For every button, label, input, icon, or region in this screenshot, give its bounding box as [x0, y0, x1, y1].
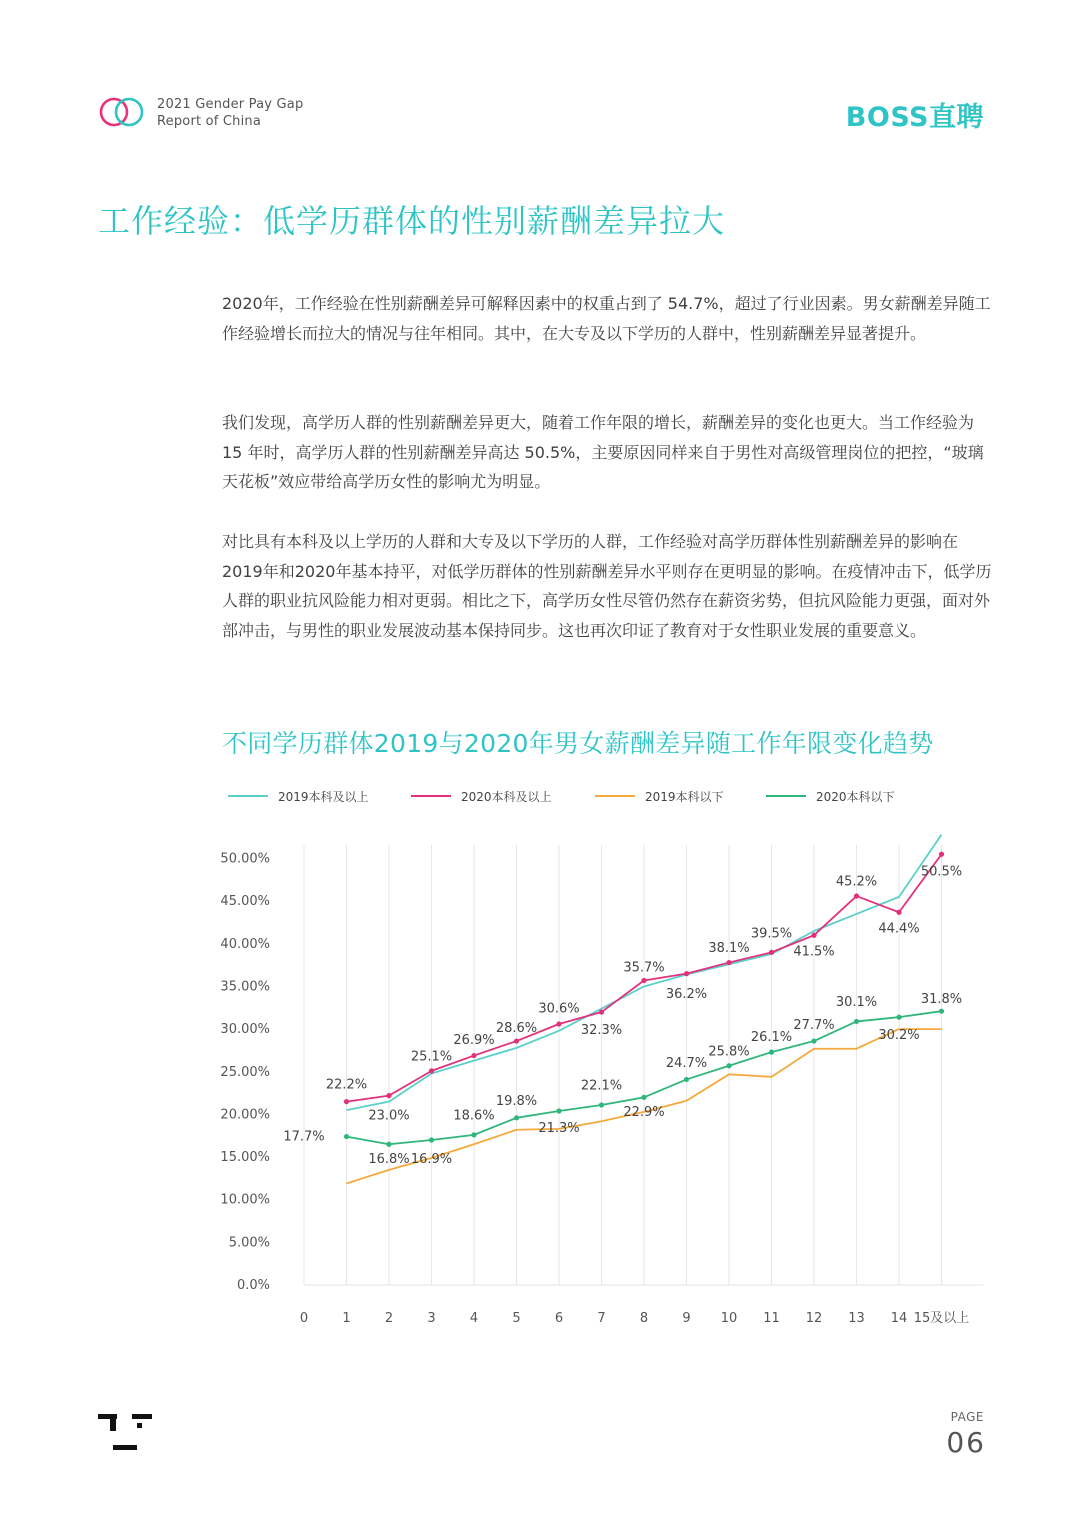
x-tick-label: 10 — [720, 1311, 738, 1326]
y-tick-label: 5.00% — [228, 1235, 270, 1251]
data-label: 39.5% — [750, 926, 793, 942]
data-label: 41.5% — [793, 944, 835, 960]
y-tick-label: 20.00% — [220, 1107, 270, 1123]
data-label: 31.8% — [920, 992, 963, 1008]
data-point-1 — [854, 893, 859, 898]
data-label: 24.7% — [665, 1056, 708, 1072]
page-number: 06 — [946, 1426, 986, 1459]
data-point-3 — [726, 1063, 731, 1068]
legend-label: 2019本科及以上 — [278, 789, 369, 804]
data-point-3 — [599, 1102, 604, 1107]
y-tick-label: 10.00% — [220, 1192, 270, 1208]
chart-title: 不同学历群体2019与2020年男女薪酬差异随工作年限变化趋势 — [222, 729, 934, 758]
y-tick-label: 15.00% — [220, 1150, 270, 1166]
data-label: 30.2% — [878, 1028, 920, 1044]
x-tick-label: 7 — [597, 1311, 606, 1326]
data-point-1 — [599, 1009, 604, 1014]
x-tick-label: 4 — [469, 1311, 479, 1326]
y-tick-label: 0.0% — [236, 1278, 270, 1293]
data-label: 16.9% — [410, 1151, 453, 1167]
data-point-3 — [514, 1115, 519, 1120]
data-label: 32.3% — [580, 1022, 623, 1038]
x-tick-label: 12 — [805, 1311, 823, 1326]
legend-swatch — [595, 795, 635, 797]
paragraph-2: 我们发现，高学历人群的性别薪酬差异更大，随着工作年限的增长，薪酬差异的变化也更大。当工作经验为 15 年时，高学历人群的性别薪酬差异高达 50.5%，主要原因同样来自于男性对高级管理岗位的把控，“玻璃天花板”效应带给高学历女性的影响尤为明显。 — [222, 413, 984, 491]
face-glyph-icon — [98, 1412, 154, 1454]
x-tick-label: 1 — [342, 1311, 351, 1326]
data-label: 18.6% — [453, 1108, 495, 1124]
x-tick-label: 0 — [299, 1311, 309, 1326]
data-label: 27.7% — [793, 1017, 835, 1033]
data-label: 35.7% — [623, 960, 665, 976]
x-tick-label: 14 — [890, 1311, 908, 1326]
data-label: 26.1% — [750, 1029, 793, 1045]
data-label: 36.2% — [665, 987, 708, 1003]
data-label: 38.1% — [708, 941, 750, 957]
data-point-1 — [386, 1093, 391, 1098]
y-tick-label: 40.00% — [220, 936, 270, 952]
x-tick-label: 2 — [384, 1311, 394, 1326]
data-point-1 — [939, 852, 944, 857]
data-point-1 — [684, 971, 689, 976]
x-tick-label: 13 — [848, 1311, 865, 1326]
x-tick-label: 6 — [554, 1311, 564, 1326]
data-label: 19.8% — [495, 1093, 538, 1109]
data-point-3 — [641, 1095, 646, 1100]
data-point-3 — [344, 1134, 349, 1139]
legend-swatch — [228, 795, 268, 797]
data-point-1 — [514, 1038, 519, 1043]
data-point-1 — [896, 910, 901, 915]
data-label: 23.0% — [368, 1108, 410, 1124]
data-label: 26.9% — [453, 1033, 495, 1049]
data-label: 45.2% — [835, 874, 878, 890]
data-point-3 — [939, 1009, 944, 1014]
legend-item-2020-below-bachelor — [766, 786, 895, 806]
data-label: 22.9% — [623, 1104, 665, 1120]
data-label: 44.4% — [878, 921, 920, 937]
paragraph-1: 2020年，工作经验在性别薪酬差异可解释因素中的权重占到了 54.7%，超过了行业因素。男女薪酬差异随工作经验增长而拉大的情况与往年相同。其中，在大专及以下学历的人群中，性别薪酬差异显著提升。 — [222, 294, 991, 343]
legend-item-2020-bachelor-plus — [411, 786, 552, 806]
data-point-1 — [769, 950, 774, 955]
y-tick-label: 35.00% — [220, 979, 270, 995]
x-tick-label: 5 — [512, 1311, 521, 1326]
data-point-3 — [769, 1050, 774, 1055]
x-tick-label: 9 — [682, 1311, 691, 1326]
paragraph-3: 对比具有本科及以上学历的人群和大专及以下学历的人群，工作经验对高学历群体性别薪酬差异的影响在2019年和2020年基本持平，对低学历群体的性别薪酬差异水平则存在更明显的影响。在疫情冲击下，低学历人群的职业抗风险能力相对更弱。相比之下，高学历女性尽管仍然存在薪资劣势，但抗风险能力更强，面对外部冲击，与男性的职业发展波动基本保持同步。这也再次印证了教育对于女性职业发展的重要意义。 — [222, 532, 992, 640]
legend-swatch — [766, 795, 806, 797]
data-point-3 — [556, 1108, 561, 1113]
data-label: 25.8% — [708, 1044, 750, 1060]
data-label: 22.1% — [580, 1078, 623, 1094]
legend-item-2019-bachelor-plus — [228, 786, 369, 806]
data-label: 30.6% — [538, 1001, 580, 1017]
y-tick-label: 30.00% — [220, 1022, 270, 1038]
legend-swatch — [411, 795, 451, 797]
line-chart — [0, 820, 1080, 1340]
data-label: 21.3% — [538, 1121, 580, 1137]
data-point-3 — [684, 1077, 689, 1082]
data-label: 17.7% — [283, 1129, 325, 1145]
legend-label: 2020本科及以上 — [461, 789, 552, 804]
data-point-1 — [641, 978, 646, 983]
data-point-1 — [471, 1053, 476, 1058]
data-point-1 — [429, 1068, 434, 1073]
y-tick-label: 25.00% — [220, 1064, 270, 1080]
data-point-3 — [811, 1038, 816, 1043]
x-tick-label: 11 — [763, 1311, 780, 1326]
data-label: 50.5% — [920, 864, 963, 880]
data-point-1 — [556, 1021, 561, 1026]
report-title-line1: 2021 Gender Pay Gap — [157, 97, 304, 112]
data-point-1 — [726, 960, 731, 965]
report-title-line2: Report of China — [157, 114, 262, 129]
x-tick-label: 3 — [427, 1311, 436, 1326]
brand-logo: BOSS直聘 — [845, 102, 984, 133]
data-point-3 — [429, 1137, 434, 1142]
x-tick-label: 15及以上 — [913, 1311, 970, 1326]
report-title — [157, 96, 303, 130]
data-point-3 — [386, 1142, 391, 1147]
data-label: 30.1% — [835, 994, 878, 1010]
data-label: 22.2% — [325, 1077, 368, 1093]
y-tick-label: 45.00% — [220, 894, 270, 910]
data-point-3 — [896, 1015, 901, 1020]
legend-item-2019-below-bachelor — [595, 786, 724, 806]
page-title: 工作经验：低学历群体的性别薪酬差异拉大 — [98, 202, 726, 240]
y-tick-label: 50.00% — [220, 851, 270, 867]
data-label: 16.8% — [368, 1151, 410, 1167]
data-label: 28.6% — [495, 1021, 538, 1037]
legend-label: 2019本科以下 — [645, 789, 724, 804]
data-point-1 — [811, 933, 816, 938]
page-label: PAGE — [950, 1410, 984, 1424]
legend-label: 2020本科以下 — [816, 789, 895, 804]
data-point-3 — [471, 1132, 476, 1137]
data-point-1 — [344, 1099, 349, 1104]
x-tick-label: 8 — [639, 1311, 649, 1326]
data-point-3 — [854, 1019, 859, 1024]
two-rings-logo-icon — [98, 96, 148, 128]
data-label: 25.1% — [410, 1049, 453, 1065]
